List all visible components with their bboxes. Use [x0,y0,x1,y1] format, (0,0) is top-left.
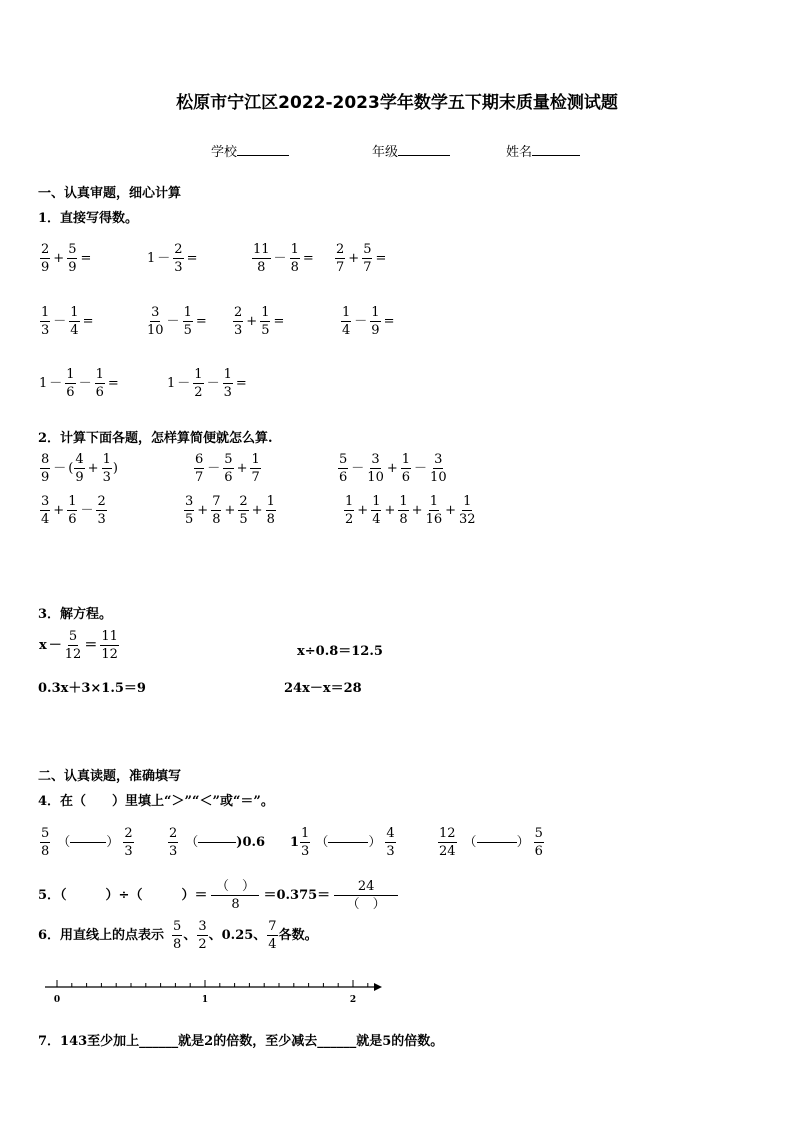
section-1-heading: 一、认真审题，细心计算 [38,186,182,201]
q3-eq-4: 24x－x＝28 [284,681,362,696]
q3-heading: 3．解方程。 [38,607,113,622]
number-line-arrow [374,983,382,991]
q1-expr-6: $\frac{3}{10}$ － $\frac{1}{5}$ = [147,305,207,338]
q4-compare-4: $\frac{12}{24}$ （ ） $\frac{5}{6}$ [439,826,543,859]
q1-expr-5: $\frac{1}{3}$ － $\frac{1}{4}$ = [41,305,94,338]
number-line [40,975,390,1005]
section-2-heading: 二、认真读题，准确填写 [38,769,182,784]
q1-expr-3: $\frac{11}{8}$ － $\frac{1}{8}$ = [253,242,314,275]
q7-line: 7．143至少加上______就是2的倍数，至少减去______就是5的倍数。 [38,1034,444,1049]
page-title: 松原市宁江区2022-2023学年数学五下期末质量检测试题 [176,93,618,113]
q4-blank-2[interactable] [198,842,236,843]
q1-heading: 1．直接写得数。 [38,211,139,226]
q6-line: 6．用直线上的点表示 $\frac{5}{8}$ 、 $\frac{3}{2}$ 、0.25、 $\frac{7}{4}$ 各数。 [38,919,318,952]
name-blank[interactable] [532,155,580,156]
grade-field[interactable] [372,141,450,160]
q1-expr-10: 1 － $\frac{1}{2}$ － $\frac{1}{3}$ = [167,367,247,400]
school-label: 学校 [211,145,238,160]
school-field[interactable] [211,141,289,160]
number-line-label-1: 1 [201,995,209,1005]
q2-expr-4: $\frac{3}{4}$ + $\frac{1}{6}$ － $\frac{2}{3}$ [41,494,106,527]
number-line-label-2: 2 [349,995,357,1005]
number-line-ticks [57,980,368,987]
q4-blank-4[interactable] [477,842,517,843]
name-label: 姓名 [506,145,533,160]
q4-compare-3: 1 $\frac{1}{3}$ （ ） $\frac{4}{3}$ [290,826,395,859]
q2-expr-5: $\frac{3}{5}$ + $\frac{7}{8}$ + $\frac{2}{5}$ + $\frac{1}{8}$ [185,494,275,527]
q2-expr-1: $\frac{8}{9}$ － ( $\frac{4}{9}$ + $\frac{1}{3}$ ) [41,452,118,485]
q5-line: 5．（ ）÷（ ）＝ $\frac{( )}{8}$ ＝0.375＝ $\frac{24}{( )}$ [38,880,402,911]
q3-eq-2: x÷0.8＝12.5 [297,644,383,659]
q4-blank-1[interactable] [70,842,106,843]
name-field[interactable] [506,141,580,160]
q2-expr-3: $\frac{5}{6}$ － $\frac{3}{10}$ + $\frac{1}{6}$ － $\frac{3}{10}$ [339,452,447,485]
school-blank[interactable] [237,155,289,156]
q2-expr-2: $\frac{6}{7}$ － $\frac{5}{6}$ + $\frac{1}{7}$ [195,452,260,485]
q1-expr-9: 1 － $\frac{1}{6}$ － $\frac{1}{6}$ = [39,367,119,400]
q4-compare-1: $\frac{5}{8}$ （ ） $\frac{2}{3}$ [41,826,133,859]
q4-heading: 4．在（ ）里填上“＞”“＜”或“＝”。 [38,794,274,809]
q1-expr-4: $\frac{2}{7}$ + $\frac{5}{7}$ = [336,242,387,275]
q1-expr-8: $\frac{1}{4}$ － $\frac{1}{9}$ = [342,305,395,338]
q4-compare-2: $\frac{2}{3}$ （ )0.6 [169,826,266,859]
q3-eq-3: 0.3x＋3×1.5＝9 [38,681,146,696]
q3-eq-1: x － $\frac{5}{12}$ ＝ $\frac{11}{12}$ [39,629,118,662]
grade-blank[interactable] [398,155,450,156]
grade-label: 年级 [372,145,399,160]
q4-blank-3[interactable] [328,842,368,843]
number-line-label-0: 0 [53,995,61,1005]
q1-expr-2: 1 － $\frac{2}{3}$ = [147,242,198,275]
q1-expr-7: $\frac{2}{3}$ + $\frac{1}{5}$ = [234,305,285,338]
q1-expr-1: $\frac{2}{9}$ + $\frac{5}{9}$ = [41,242,92,275]
q2-heading: 2．计算下面各题，怎样算简便就怎么算. [38,431,273,446]
q2-expr-6: $\frac{1}{2}$ + $\frac{1}{4}$ + $\frac{1}{8}$ + $\frac{1}{16}$ + $\frac{1}{32}$ [345,494,476,527]
